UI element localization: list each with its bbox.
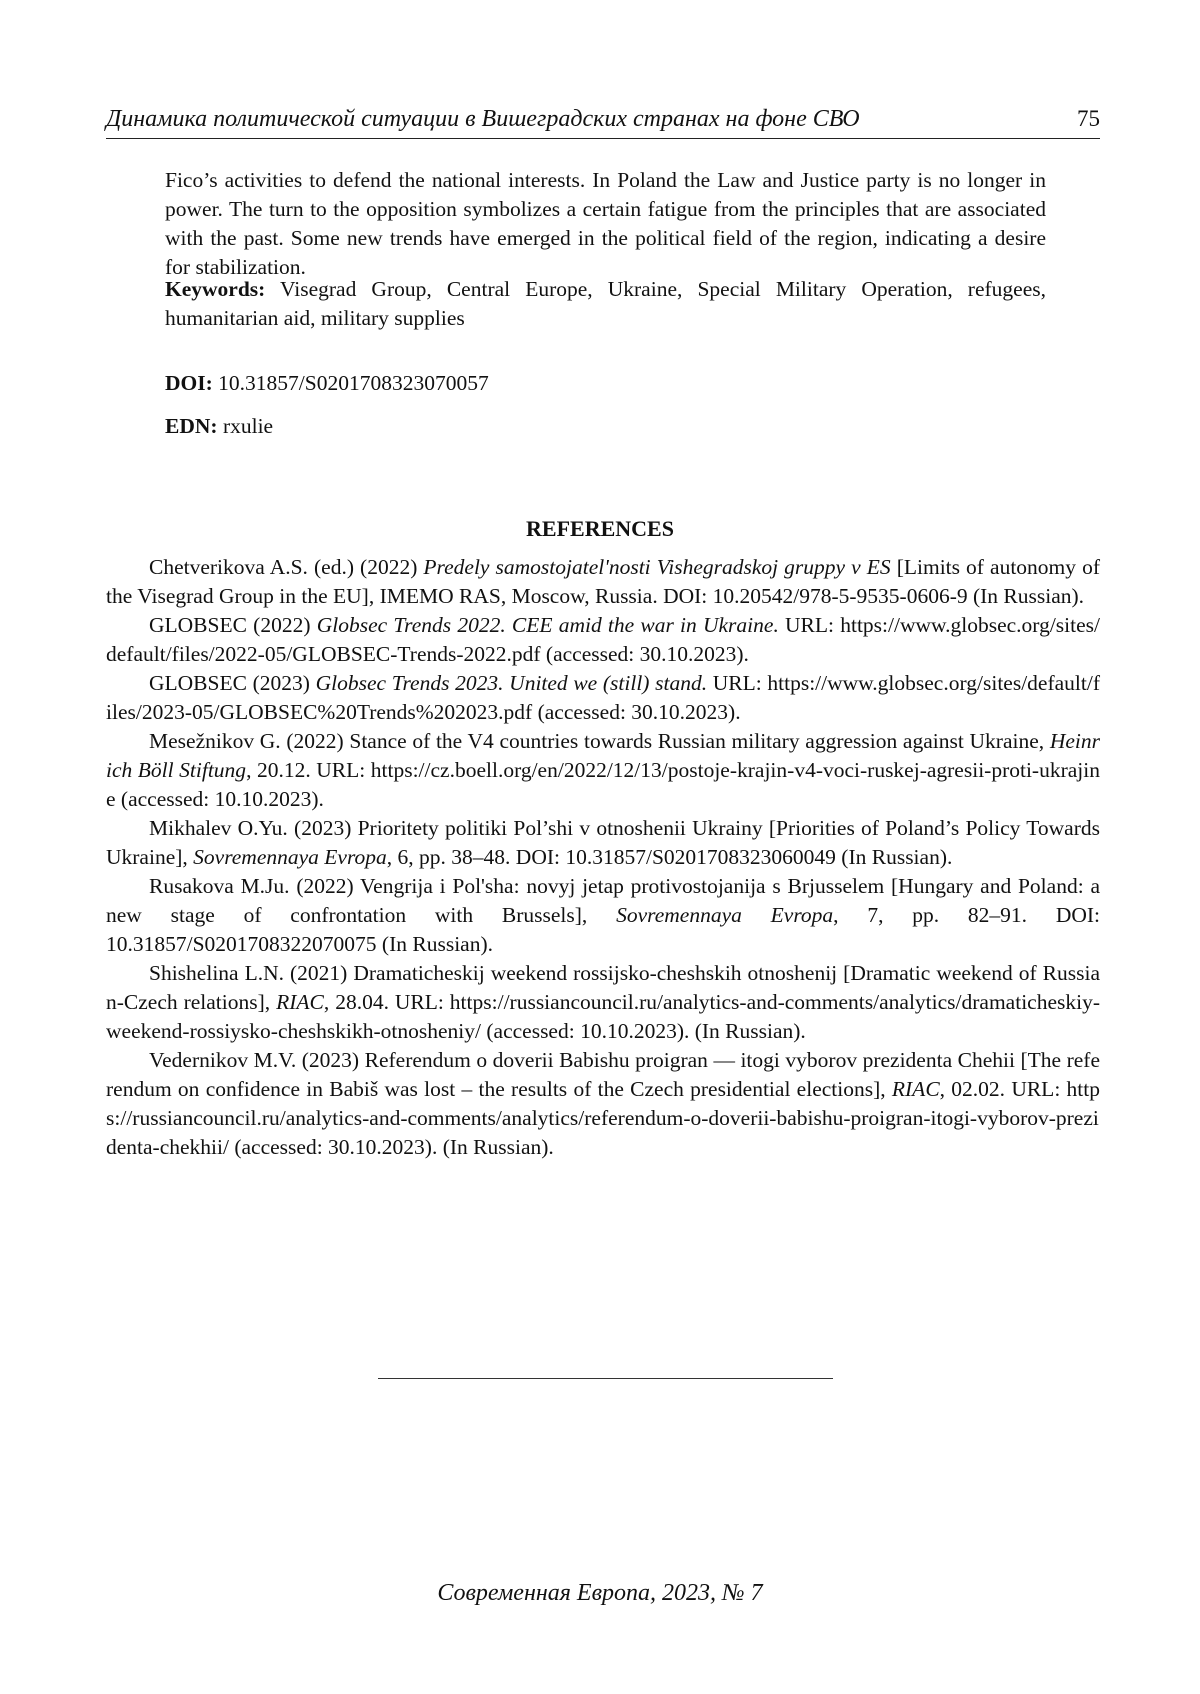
reference-title: RIAC bbox=[891, 1077, 940, 1101]
reference-title: Heinrich Böll Stiftung bbox=[106, 729, 1100, 782]
reference-item bbox=[106, 727, 1100, 814]
reference-title: RIAC bbox=[276, 990, 324, 1014]
reference-text: URL: https://www.globsec.org/sites/default/files/2023-05/GLOBSEC%20Trends%202023.pdf (accessed: 30.10.2023). bbox=[106, 671, 1100, 724]
reference-title: Sovremennaya Evropa bbox=[193, 845, 387, 869]
keywords-label: Keywords: bbox=[165, 277, 266, 301]
reference-item bbox=[106, 553, 1100, 611]
reference-item bbox=[106, 959, 1100, 1046]
references-heading: REFERENCES bbox=[526, 516, 674, 541]
abstract-text: Fico’s activities to defend the national interests. In Poland the Law and Justice party is no longer in power. The turn to the opposition symbolizes a certain fatigue from the principles that are associated with the past. Some new trends have emerged in the political field of the region, indicating a desire for stabilization. bbox=[165, 168, 1046, 279]
reference-text: , 28.04. URL: https://russiancouncil.ru/analytics-and-comments/analytics/dramaticheskiy-weekend-rossiysko-cheshskikh-otnosheniy/ (accessed: 10.10.2023). (In Russian). bbox=[106, 990, 1101, 1043]
reference-text: , 02.02. URL: https://russiancouncil.ru/analytics-and-comments/analytics/referendum-o-doverii-babishu-proigran-itogi-vyborov-prezidenta-chekhii/ (accessed: 30.10.2023). (In Russian). bbox=[106, 1077, 1101, 1159]
keywords bbox=[165, 275, 1046, 333]
reference-item bbox=[106, 611, 1100, 669]
reference-item bbox=[106, 1046, 1100, 1162]
reference-text: , 6, pp. 38–48. DOI: 10.31857/S0201708323060049 (In Russian). bbox=[386, 845, 953, 869]
doi-value: 10.31857/S0201708323070057 bbox=[218, 371, 489, 395]
abstract-continuation bbox=[165, 166, 1046, 282]
reference-text: Vedernikov M.V. (2023) Referendum o doverii Babishu proigran — itogi vyborov prezidenta Chehii [The referendum on confidence in Babiš was lost – the results of the Czech presidential elections], bbox=[106, 1048, 1100, 1101]
reference-text: Chetverikova A.S. (ed.) (2022) bbox=[149, 555, 424, 579]
references-list bbox=[106, 553, 1100, 1162]
edn-value: rxulie bbox=[222, 414, 274, 438]
doi-label: DOI: bbox=[165, 371, 213, 395]
edn-label: EDN: bbox=[165, 414, 218, 438]
reference-text: [Limits of autonomy of the Visegrad Group in the EU], IMEMO RAS, Moscow, Russia. DOI: 10.20542/978-5-9535-0606-9 (In Russian). bbox=[106, 555, 1100, 608]
reference-text: GLOBSEC (2022) bbox=[149, 613, 317, 637]
reference-text: , 20.12. URL: https://cz.boell.org/en/2022/12/13/postoje-krajin-v4-voci-ruskej-agresii-proti-ukrajine (accessed: 10.10.2023). bbox=[106, 758, 1100, 811]
reference-text: Mikhalev O.Yu. (2023) Prioritety politiki Pol’shi v otnoshenii Ukrainy [Priorities of Poland’s Policy Towards Ukraine], bbox=[106, 816, 1100, 869]
running-title: Динамика политической ситуации в Вишеградских странах на фоне СВО bbox=[106, 106, 860, 132]
reference-text: Shishelina L.N. (2021) Dramaticheskij weekend rossijsko-cheshskih otnoshenij [Dramatic weekend of Russian-Czech relations], bbox=[106, 961, 1100, 1014]
reference-title: Predely samostojatel'nosti Vishegradskoj gruppy v ES bbox=[423, 555, 891, 579]
running-header bbox=[106, 104, 1100, 139]
reference-item bbox=[106, 814, 1100, 872]
reference-item bbox=[106, 872, 1100, 959]
reference-title: Globsec Trends 2022. CEE amid the war in Ukraine. bbox=[316, 613, 779, 637]
page-number: 75 bbox=[1077, 106, 1100, 131]
reference-text: , 7, pp. 82–91. DOI: 10.31857/S0201708322070075 (In Russian). bbox=[106, 903, 1101, 956]
end-of-article-rule bbox=[378, 1378, 833, 1379]
reference-item bbox=[106, 669, 1100, 727]
reference-text: Mesežnikov G. (2022) Stance of the V4 countries towards Russian military aggression against Ukraine, bbox=[149, 729, 1050, 753]
reference-text: URL: https://www.globsec.org/sites/default/files/2022-05/GLOBSEC-Trends-2022.pdf (accessed: 30.10.2023). bbox=[106, 613, 1101, 666]
reference-text: Rusakova M.Ju. (2022) Vengrija i Pol'sha: novyj jetap protivostojanija s Brjusselem [Hungary and Poland: a new stage of confrontation with Brussels], bbox=[106, 874, 1100, 927]
reference-title: Globsec Trends 2023. United we (still) stand. bbox=[315, 671, 708, 695]
keywords-value: Visegrad Group, Central Europe, Ukraine, Special Military Operation, refugees, humanitarian aid, military supplies bbox=[165, 277, 1046, 330]
doi-line bbox=[165, 369, 1046, 398]
reference-text: GLOBSEC (2023) bbox=[149, 671, 316, 695]
journal-footer: Современная Европа, 2023, № 7 bbox=[437, 1580, 763, 1606]
edn-line bbox=[165, 412, 1046, 441]
reference-title: Sovremennaya Evropa bbox=[616, 903, 834, 927]
